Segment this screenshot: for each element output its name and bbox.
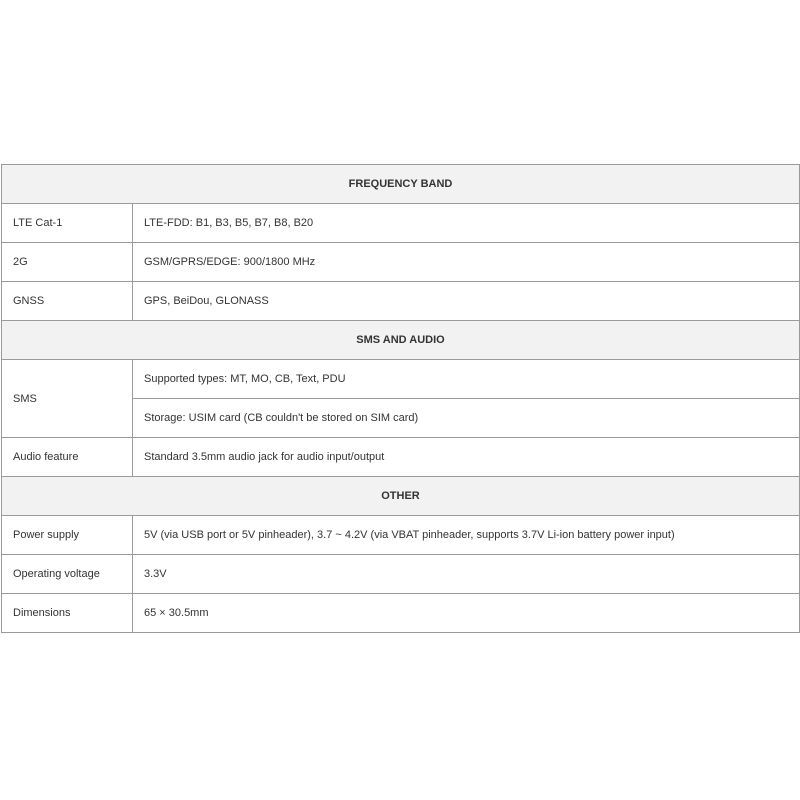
row-label: SMS — [2, 360, 133, 438]
row-value: GPS, BeiDou, GLONASS — [133, 282, 800, 321]
table-row — [2, 243, 800, 282]
section-title-sms-and-audio: SMS AND AUDIO — [2, 321, 800, 360]
table-row — [2, 282, 800, 321]
section-header-row — [2, 165, 800, 204]
section-title-frequency-band: FREQUENCY BAND — [2, 165, 800, 204]
table-row — [2, 594, 800, 633]
table-row — [2, 555, 800, 594]
row-value: Standard 3.5mm audio jack for audio input/output — [133, 438, 800, 477]
row-value: LTE-FDD: B1, B3, B5, B7, B8, B20 — [133, 204, 800, 243]
table-row — [2, 204, 800, 243]
row-label: Power supply — [2, 516, 133, 555]
row-label: LTE Cat-1 — [2, 204, 133, 243]
row-value: 65 × 30.5mm — [133, 594, 800, 633]
row-value: GSM/GPRS/EDGE: 900/1800 MHz — [133, 243, 800, 282]
table-row — [2, 360, 800, 399]
section-title-other: OTHER — [2, 477, 800, 516]
row-label: Audio feature — [2, 438, 133, 477]
spec-table — [1, 164, 800, 633]
table-row — [2, 438, 800, 477]
section-header-row — [2, 321, 800, 360]
row-value: 5V (via USB port or 5V pinheader), 3.7 ~ 4.2V (via VBAT pinheader, supports 3.7V Li-ion battery power input) — [133, 516, 800, 555]
row-value: Storage: USIM card (CB couldn't be stored on SIM card) — [133, 399, 800, 438]
row-value: 3.3V — [133, 555, 800, 594]
row-label: Dimensions — [2, 594, 133, 633]
row-label: Operating voltage — [2, 555, 133, 594]
row-value: Supported types: MT, MO, CB, Text, PDU — [133, 360, 800, 399]
row-label: GNSS — [2, 282, 133, 321]
section-header-row — [2, 477, 800, 516]
row-label: 2G — [2, 243, 133, 282]
table-row — [2, 516, 800, 555]
